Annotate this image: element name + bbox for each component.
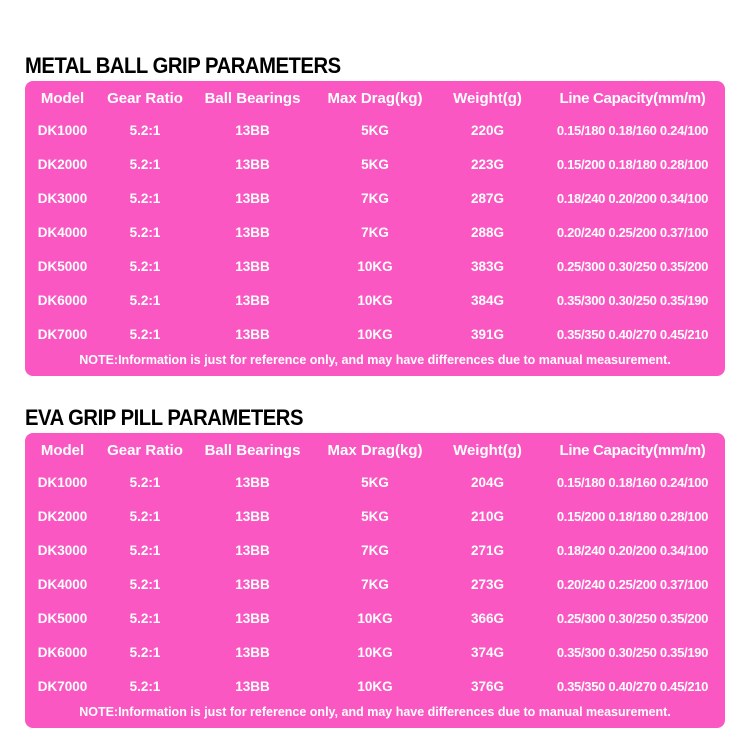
section-title-eva-grip-pill: EVA GRIP PILL PARAMETERS [25, 405, 303, 430]
cell-line-capacity: 0.25/300 0.30/250 0.35/200 [556, 258, 709, 274]
cell-model: DK7000 [37, 678, 88, 694]
cell-max-drag: 7KG [361, 224, 389, 240]
cell-line-capacity: 0.15/200 0.18/180 0.28/100 [556, 156, 709, 172]
cell-gear-ratio: 5.2:1 [129, 542, 161, 558]
cell-weight: 374G [470, 644, 505, 660]
cell-max-drag: 5KG [361, 156, 389, 172]
cell-line-capacity: 0.15/180 0.18/160 0.24/100 [556, 122, 709, 138]
eva-grip-pill-section [25, 405, 725, 728]
cell-max-drag: 10KG [357, 610, 393, 626]
cell-line-capacity: 0.18/240 0.20/200 0.34/100 [556, 542, 709, 558]
cell-weight: 204G [470, 474, 505, 490]
eva-grip-pill-table [25, 433, 725, 728]
cell-weight: 376G [470, 678, 505, 694]
metal-ball-grip-section [25, 53, 725, 376]
cell-ball-bearings: 13BB [235, 190, 270, 206]
column-header-line-capacity: Line Capacity(mm/m) [559, 90, 706, 107]
cell-model: DK1000 [37, 474, 88, 490]
cell-line-capacity: 0.35/300 0.30/250 0.35/190 [556, 644, 709, 660]
cell-ball-bearings: 13BB [235, 258, 270, 274]
column-header-gear-ratio: Gear Ratio [107, 442, 183, 459]
cell-weight: 384G [470, 292, 505, 308]
cell-model: DK6000 [37, 292, 88, 308]
cell-gear-ratio: 5.2:1 [129, 610, 161, 626]
column-header-model: Model [40, 90, 85, 107]
cell-line-capacity: 0.18/240 0.20/200 0.34/100 [556, 190, 709, 206]
cell-weight: 391G [470, 326, 505, 342]
cell-max-drag: 10KG [357, 326, 393, 342]
cell-line-capacity: 0.20/240 0.25/200 0.37/100 [556, 224, 709, 240]
cell-line-capacity: 0.35/350 0.40/270 0.45/210 [556, 326, 709, 342]
cell-weight: 273G [470, 576, 505, 592]
cell-weight: 366G [470, 610, 505, 626]
cell-model: DK7000 [37, 326, 88, 342]
table-note: NOTE:Information is just for reference only, and may have differences due to manual measurement. [79, 353, 671, 367]
cell-ball-bearings: 13BB [235, 474, 270, 490]
cell-weight: 223G [470, 156, 505, 172]
cell-line-capacity: 0.20/240 0.25/200 0.37/100 [556, 576, 709, 592]
cell-model: DK5000 [37, 610, 88, 626]
section-title-metal-ball-grip: METAL BALL GRIP PARAMETERS [25, 53, 341, 78]
cell-ball-bearings: 13BB [235, 326, 270, 342]
cell-model: DK6000 [37, 644, 88, 660]
cell-weight: 383G [470, 258, 505, 274]
column-header-gear-ratio: Gear Ratio [107, 90, 183, 107]
cell-weight: 210G [470, 508, 505, 524]
cell-gear-ratio: 5.2:1 [129, 224, 161, 240]
cell-model: DK5000 [37, 258, 88, 274]
cell-gear-ratio: 5.2:1 [129, 508, 161, 524]
cell-line-capacity: 0.15/200 0.18/180 0.28/100 [556, 508, 709, 524]
cell-max-drag: 10KG [357, 644, 393, 660]
cell-gear-ratio: 5.2:1 [129, 644, 161, 660]
column-header-ball-bearings: Ball Bearings [204, 442, 301, 459]
cell-max-drag: 7KG [361, 576, 389, 592]
cell-line-capacity: 0.25/300 0.30/250 0.35/200 [556, 610, 709, 626]
cell-gear-ratio: 5.2:1 [129, 190, 161, 206]
cell-max-drag: 10KG [357, 678, 393, 694]
cell-weight: 271G [470, 542, 505, 558]
cell-line-capacity: 0.35/300 0.30/250 0.35/190 [556, 292, 709, 308]
cell-gear-ratio: 5.2:1 [129, 474, 161, 490]
cell-model: DK2000 [37, 508, 88, 524]
column-header-line-capacity: Line Capacity(mm/m) [559, 442, 706, 459]
cell-ball-bearings: 13BB [235, 610, 270, 626]
cell-gear-ratio: 5.2:1 [129, 156, 161, 172]
cell-model: DK3000 [37, 190, 88, 206]
cell-ball-bearings: 13BB [235, 576, 270, 592]
column-header-ball-bearings: Ball Bearings [204, 90, 301, 107]
cell-ball-bearings: 13BB [235, 292, 270, 308]
cell-model: DK4000 [37, 224, 88, 240]
column-header-weight: Weight(g) [453, 442, 522, 459]
cell-gear-ratio: 5.2:1 [129, 326, 161, 342]
cell-weight: 287G [470, 190, 505, 206]
cell-max-drag: 5KG [361, 474, 389, 490]
cell-ball-bearings: 13BB [235, 644, 270, 660]
cell-ball-bearings: 13BB [235, 122, 270, 138]
cell-gear-ratio: 5.2:1 [129, 258, 161, 274]
cell-max-drag: 5KG [361, 122, 389, 138]
cell-model: DK2000 [37, 156, 88, 172]
table-grid [25, 436, 725, 703]
cell-weight: 220G [470, 122, 505, 138]
column-header-max-drag: Max Drag(kg) [327, 90, 423, 107]
cell-max-drag: 7KG [361, 542, 389, 558]
cell-gear-ratio: 5.2:1 [129, 292, 161, 308]
metal-ball-grip-table [25, 81, 725, 376]
column-header-max-drag: Max Drag(kg) [327, 442, 423, 459]
cell-line-capacity: 0.15/180 0.18/160 0.24/100 [556, 474, 709, 490]
cell-max-drag: 10KG [357, 292, 393, 308]
cell-model: DK4000 [37, 576, 88, 592]
cell-max-drag: 5KG [361, 508, 389, 524]
cell-model: DK1000 [37, 122, 88, 138]
column-header-model: Model [40, 442, 85, 459]
cell-ball-bearings: 13BB [235, 156, 270, 172]
cell-weight: 288G [470, 224, 505, 240]
cell-gear-ratio: 5.2:1 [129, 576, 161, 592]
table-grid [25, 84, 725, 351]
table-note: NOTE:Information is just for reference only, and may have differences due to manual measurement. [79, 705, 671, 719]
cell-gear-ratio: 5.2:1 [129, 122, 161, 138]
column-header-weight: Weight(g) [453, 90, 522, 107]
cell-ball-bearings: 13BB [235, 542, 270, 558]
cell-gear-ratio: 5.2:1 [129, 678, 161, 694]
cell-line-capacity: 0.35/350 0.40/270 0.45/210 [556, 678, 709, 694]
cell-ball-bearings: 13BB [235, 678, 270, 694]
cell-ball-bearings: 13BB [235, 508, 270, 524]
cell-ball-bearings: 13BB [235, 224, 270, 240]
cell-max-drag: 10KG [357, 258, 393, 274]
cell-model: DK3000 [37, 542, 88, 558]
cell-max-drag: 7KG [361, 190, 389, 206]
